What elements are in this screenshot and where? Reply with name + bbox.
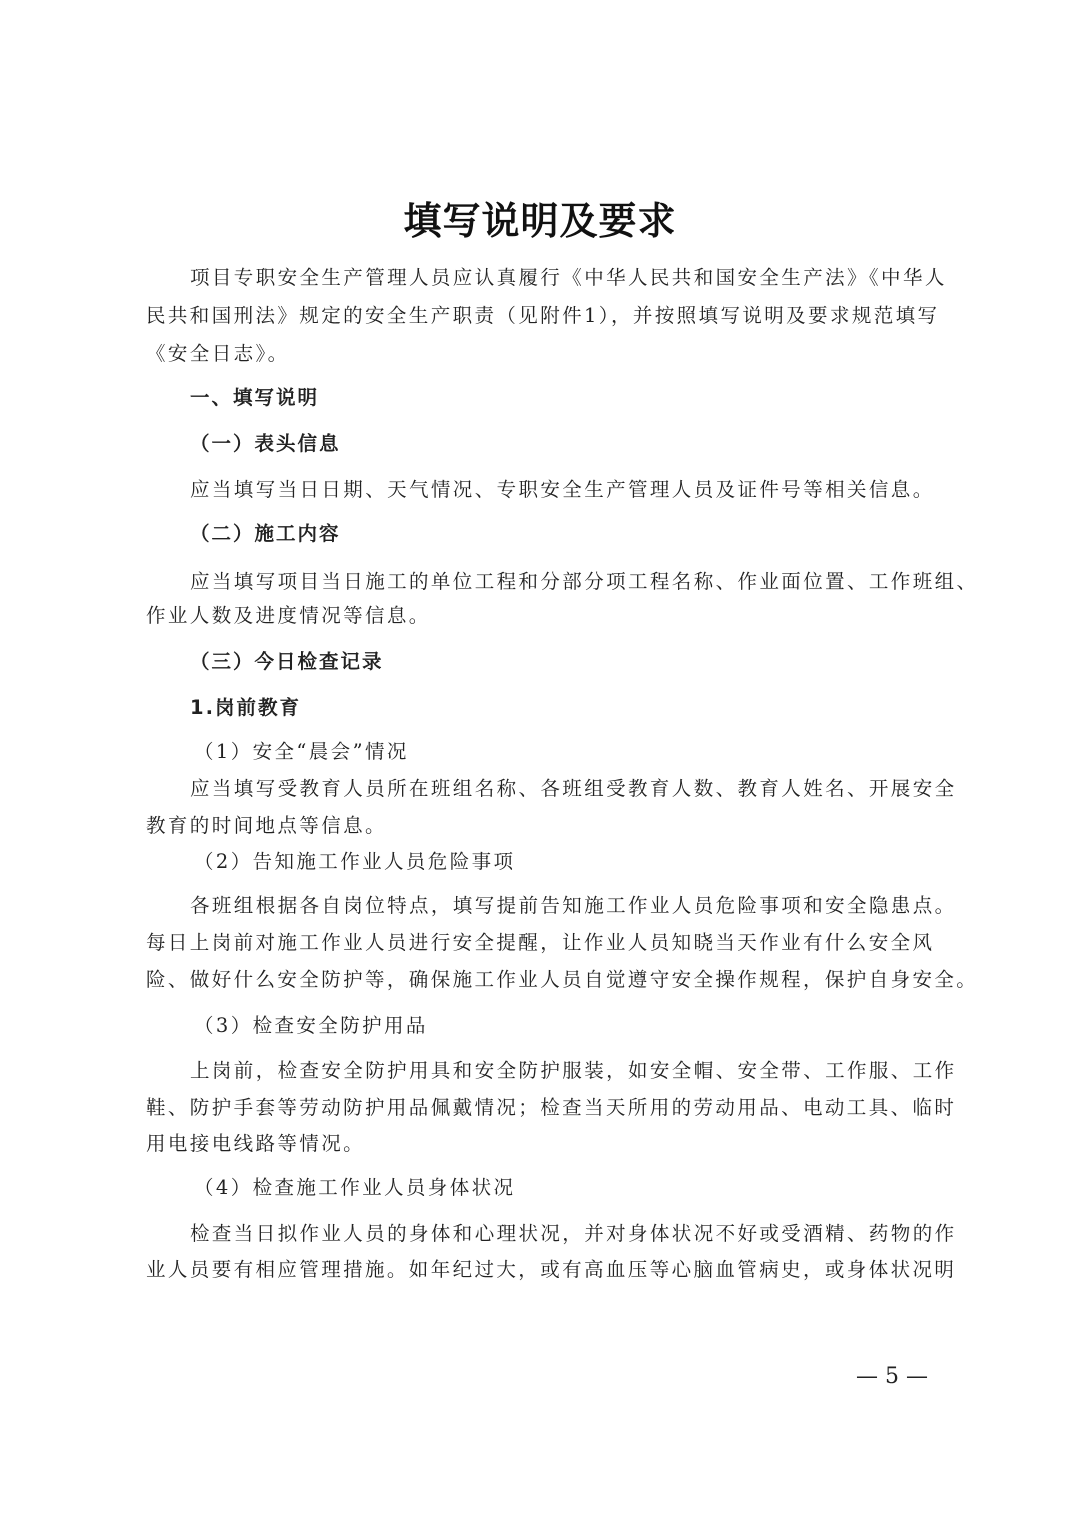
item-heading-2: （2）告知施工作业人员危险事项 [194, 850, 516, 873]
paragraph-line: 险、做好什么安全防护等，确保施工作业人员自觉遵守安全操作规程，保护自身安全。 [146, 968, 979, 991]
intro-line-2: 民共和国刑法》规定的安全生产职责（见附件1），并按照填写说明及要求规范填写 [146, 304, 940, 327]
paragraph-line: 业人员要有相应管理措施。如年纪过大，或有高血压等心脑血管病史，或身体状况明 [146, 1258, 957, 1281]
page-number: — 5 — [856, 1364, 928, 1389]
paragraph-line: 鞋、防护手套等劳动防护用品佩戴情况；检查当天所用的劳动用品、电动工具、临时 [146, 1096, 957, 1119]
paragraph-line: 应当填写项目当日施工的单位工程和分部分项工程名称、作业面位置、工作班组、 [190, 570, 979, 593]
point-heading-1: 1.岗前教育 [190, 696, 301, 719]
intro-line-1: 项目专职安全生产管理人员应认真履行《中华人民共和国安全生产法》《中华人 [190, 266, 947, 289]
page-title: 填写说明及要求 [403, 199, 677, 243]
paragraph-line: 检查当日拟作业人员的身体和心理状况，并对身体状况不好或受酒精、药物的作 [190, 1222, 957, 1245]
item-heading-3: （3）检查安全防护用品 [194, 1014, 428, 1037]
paragraph-line: 用电接电线路等情况。 [146, 1132, 366, 1155]
paragraph-line: 每日上岗前对施工作业人员进行安全提醒，让作业人员知晓当天作业有什么安全风 [146, 931, 935, 954]
section-heading-1: 一、填写说明 [190, 386, 320, 409]
subsection-heading-2: （二）施工内容 [190, 522, 341, 545]
item-heading-1: （1）安全“晨会”情况 [194, 740, 409, 763]
intro-line-3: 《安全日志》。 [146, 342, 290, 365]
paragraph-line: 各班组根据各自岗位特点，填写提前告知施工作业人员危险事项和安全隐患点。 [190, 894, 957, 917]
subsection-heading-1: （一）表头信息 [190, 432, 341, 455]
paragraph-line: 上岗前，检查安全防护用具和安全防护服装，如安全帽、安全带、工作服、工作 [190, 1059, 957, 1082]
paragraph-line: 应当填写当日日期、天气情况、专职安全生产管理人员及证件号等相关信息。 [190, 478, 935, 501]
subsection-heading-3: （三）今日检查记录 [190, 650, 384, 673]
paragraph-line: 教育的时间地点等信息。 [146, 814, 387, 837]
paragraph-line: 应当填写受教育人员所在班组名称、各班组受教育人数、教育人姓名、开展安全 [190, 777, 957, 800]
paragraph-line: 作业人数及进度情况等信息。 [146, 604, 431, 627]
item-heading-4: （4）检查施工作业人员身体状况 [194, 1176, 516, 1199]
